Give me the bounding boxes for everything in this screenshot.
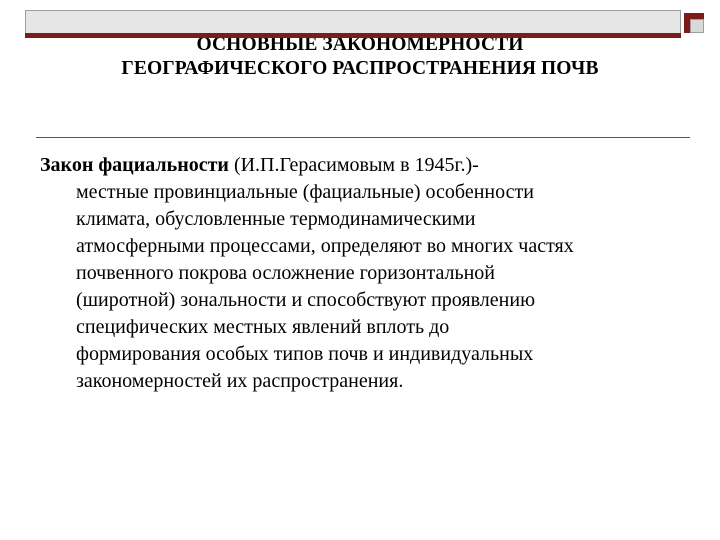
law-source: (И.П.Герасимовым в 1945г.)- [228,154,479,176]
body-line: местные провинциальные (фациальные) особенности [76,181,534,203]
slide-title-container [30,38,690,100]
body-line: климата, обусловленные термодинамическими [76,208,476,230]
body-line: формирования особых типов почв и индивидуальных [76,343,534,365]
law-name: Закон фациальности [40,154,229,176]
body-line: (широтной) зональности и способствуют проявлению [76,289,536,311]
body-line: специфических местных явлений вплоть до [76,316,450,338]
corner-square-inner-decoration [690,19,704,33]
title-divider [36,137,690,138]
slide-body [40,152,690,395]
body-line: атмосферными процессами, определяют во многих частях [76,235,574,257]
law-heading [40,152,690,179]
slide-title [30,38,690,81]
body-line: закономерностей их распространения. [76,370,404,392]
body-line: почвенного покрова осложнение горизонтальной [76,262,496,284]
slide-title-line-1: ОСНОВНЫЕ ЗАКОНОМЕРНОСТИ [196,38,524,55]
slide-title-line-2: ГЕОГРАФИЧЕСКОГО РАСПРОСТРАНЕНИЯ ПОЧВ [121,58,599,79]
